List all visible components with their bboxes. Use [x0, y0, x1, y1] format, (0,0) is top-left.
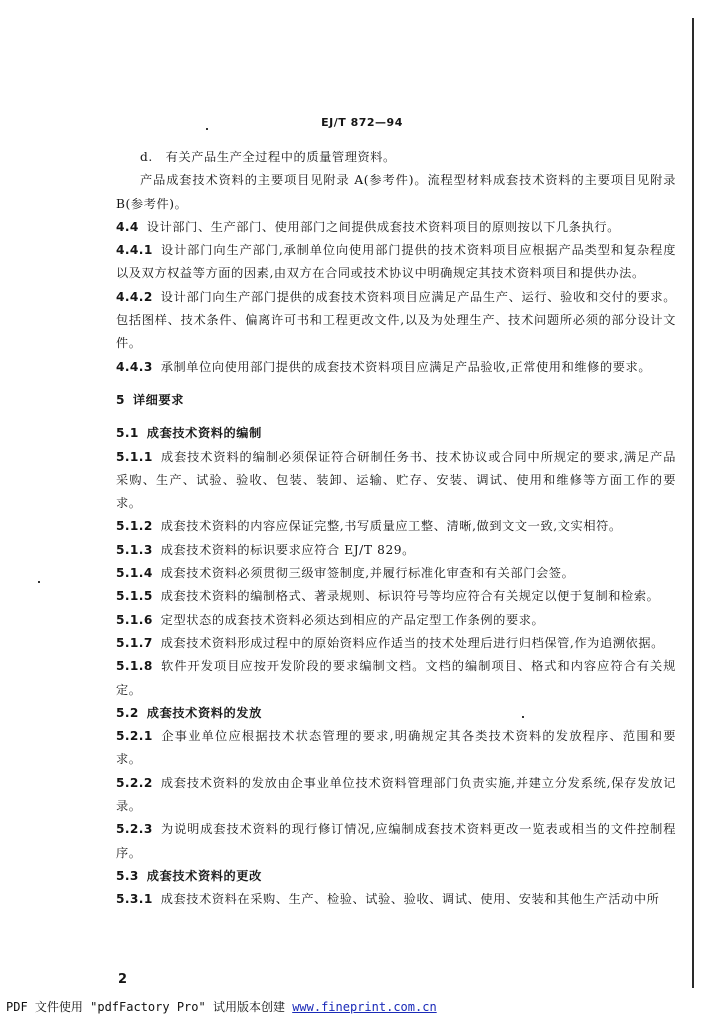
clause-5-1-2: 5.1.2 成套技术资料的内容应保证完整,书写质量应工整、清晰,做到文文一致,文实相符。: [116, 519, 622, 534]
section-5-heading: 5 详细要求: [116, 392, 185, 407]
clause-5-1-7: 5.1.7 成套技术资料形成过程中的原始资料应作适当的技术处理后进行归档保管,作为追溯依据。: [116, 635, 664, 650]
section-5-1-heading: 5.1 成套技术资料的编制: [116, 426, 262, 441]
section-5-2-heading: 5.2 成套技术资料的发放: [116, 705, 262, 720]
document-body: [116, 146, 676, 912]
clause-5-2-1: 5.2.1 企事业单位应根据技术状态管理的要求,明确规定其各类技术资料的发放程序、范围和要求。: [116, 729, 676, 767]
clause-4-4-3: 4.4.3 承制单位向使用部门提供的成套技术资料项目应满足产品验收,正常使用和维修的要求。: [116, 359, 652, 374]
clause-4-4-1: 4.4.1 设计部门向生产部门,承制单位向使用部门提供的技术资料项目应根据产品类型和复杂程度以及双方权益等方面的因素,由双方在合同或技术协议中明确规定其技术资料项目和提供办法。: [116, 243, 676, 281]
scan-speck: [38, 581, 40, 583]
page-number: 2: [118, 972, 128, 987]
clause-4-4: 4.4 设计部门、生产部门、使用部门之间提供成套技术资料项目的原则按以下几条执行。: [116, 219, 620, 234]
document-header: EJ/T 872—94: [321, 116, 403, 129]
scan-edge-line: [692, 18, 694, 988]
pdf-footer: [6, 998, 437, 1015]
appendix-note: 产品成套技术资料的主要项目见附录 A(参考件)。流程型材料成套技术资料的主要项目见附录 B(参考件)。: [116, 173, 676, 211]
clause-5-1-4: 5.1.4 成套技术资料必须贯彻三级审签制度,并履行标准化审查和有关部门会签。: [116, 566, 575, 581]
section-5-3-heading: 5.3 成套技术资料的更改: [116, 868, 262, 883]
clause-5-1-5: 5.1.5 成套技术资料的编制格式、著录规则、标识符号等均应符合有关规定以便于复制和检索。: [116, 589, 660, 604]
footer-link[interactable]: www.fineprint.com.cn: [292, 1000, 437, 1014]
section-gap: [116, 412, 676, 422]
list-item-d: d. 有关产品生产全过程中的质量管理资料。: [140, 150, 396, 164]
clause-4-4-2: 4.4.2 设计部门向生产部门提供的成套技术资料项目应满足产品生产、运行、验收和交付的要求。包括图样、技术条件、偏离许可书和工程更改文件,以及为处理生产、技术问题所必须的部分设计文件。: [116, 289, 676, 351]
clause-5-1-1: 5.1.1 成套技术资料的编制必须保证符合研制任务书、技术协议或合同中所规定的要求,满足产品采购、生产、试验、验收、包装、装卸、运输、贮存、安装、调试、使用和维修等方面工作的要求。: [116, 449, 676, 511]
clause-5-1-3: 5.1.3 成套技术资料的标识要求应符合 EJ/T 829。: [116, 542, 415, 557]
section-gap: [116, 379, 676, 389]
footer-text: PDF 文件使用 "pdfFactory Pro" 试用版本创建: [6, 1000, 285, 1014]
clause-5-1-8: 5.1.8 软件开发项目应按开发阶段的要求编制文档。文档的编制项目、格式和内容应符合有关规定。: [116, 659, 676, 697]
clause-5-1-6: 5.1.6 定型状态的成套技术资料必须达到相应的产品定型工作条例的要求。: [116, 612, 545, 627]
clause-5-3-1: 5.3.1 成套技术资料在采购、生产、检验、试验、验收、调试、使用、安装和其他生产活动中所: [116, 892, 660, 907]
clause-5-2-2: 5.2.2 成套技术资料的发放由企事业单位技术资料管理部门负责实施,并建立分发系统,保存发放记录。: [116, 775, 676, 814]
clause-5-2-3: 5.2.3 为说明成套技术资料的现行修订情况,应编制成套技术资料更改一览表或相当的文件控制程序。: [116, 822, 676, 860]
